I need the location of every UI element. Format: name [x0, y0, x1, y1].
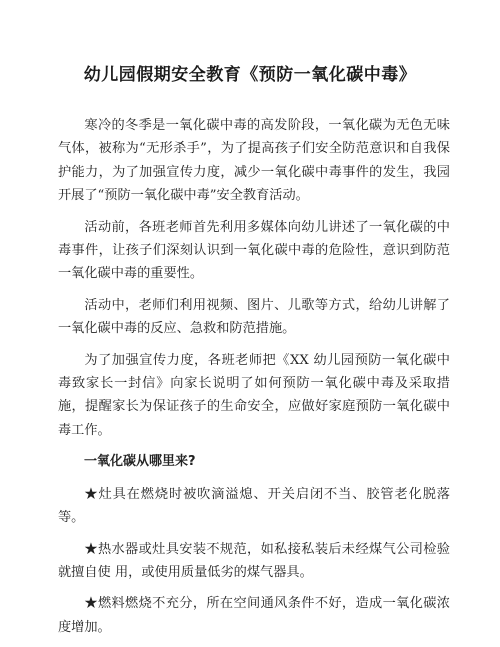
- document-body: [58, 114, 450, 647]
- bullet-item: ★燃料燃烧不充分，所在空间通风条件不好，造成一氧化碳浓度增加。: [58, 596, 450, 635]
- paragraph: 为了加强宣传力度，各班老师把《XX 幼儿园预防一氧化碳中毒致家长一封信》向家长说明了如何预防一氧化碳中毒及采取措施，提醒家长为保证孩子的生命安全，应做好家庭预防一氧化碳中毒工作。: [58, 352, 450, 438]
- paragraph: 活动中，老师们利用视频、图片、儿歌等方式，给幼儿讲解了一氧化碳中毒的反应、急救和防范措施。: [58, 297, 450, 337]
- bullet-item: ★热水器或灶具安装不规范，如私接私装后未经煤气公司检验就擅自使 用，或使用质量低劣的煤气器具。: [58, 541, 450, 580]
- bullet-item: ★灶具在燃烧时被吹滴溢熄、开关启闭不当、胶管老化脱落等。: [58, 486, 450, 526]
- section-heading: 一氧化碳从哪里来?: [84, 454, 196, 470]
- paragraph: 活动前，各班老师首先利用多媒体向幼儿讲述了一氧化碳的中毒事件，让孩子们深刻认识到一氧化碳中毒的危险性，意识到防范一氧化碳中毒的重要性。: [58, 219, 450, 282]
- document-title: 幼儿园假期安全教育《预防一氧化碳中毒》: [83, 65, 417, 85]
- paragraph: 寒冷的冬季是一氧化碳中毒的高发阶段，一氧化碳为无色无味气体，被称为“无形杀手”，为了提高孩子们安全防范意识和自我保护能力，为了加强宣传力度，减少一氧化碳中毒事件的发生，我园开展了“预防一氧化碳中毒”安全教育活动。: [58, 118, 450, 204]
